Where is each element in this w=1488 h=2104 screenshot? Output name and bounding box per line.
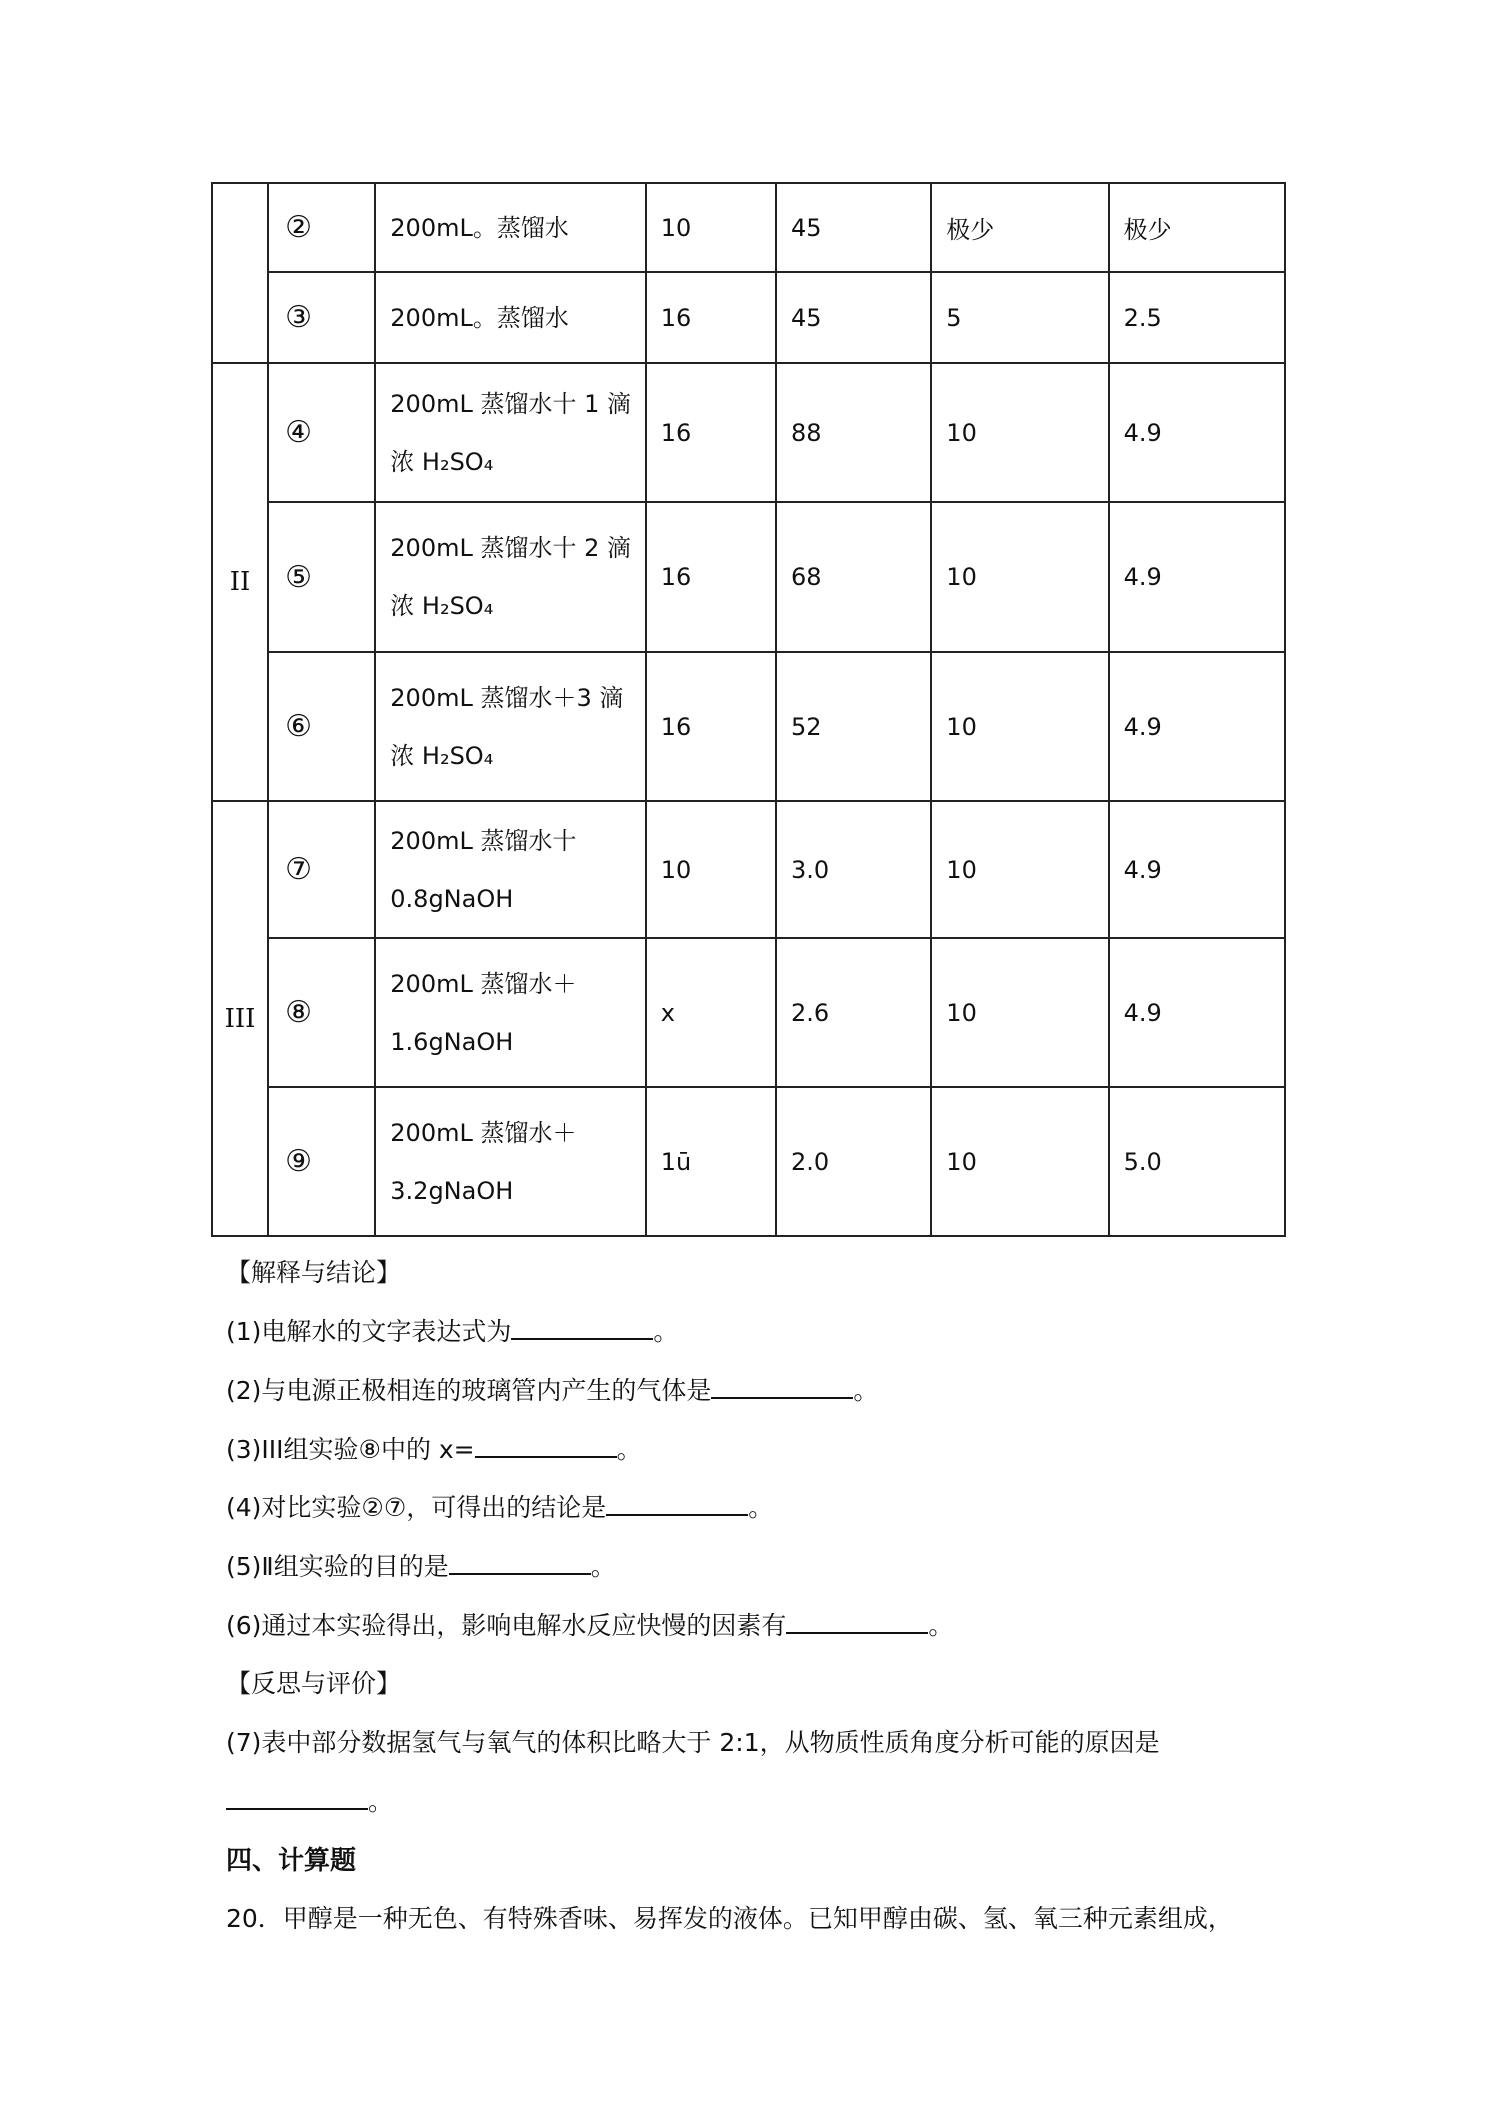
value-cell: 2.0 [776, 1087, 931, 1236]
table-row [212, 652, 1285, 801]
experiment-number: ⑥ [268, 652, 375, 801]
value-cell: 88 [776, 363, 931, 502]
question-7: (7)表中部分数据氢气与氧气的体积比略大于 2:1，从物质性质角度分析可能的原因是 [226, 1728, 1160, 1757]
answer-blank[interactable] [511, 1316, 653, 1340]
value-cell: 10 [931, 1087, 1108, 1236]
solution-cell: 200mL 蒸馏水＋ 1.6gNaOH [375, 938, 646, 1087]
answer-blank[interactable] [606, 1492, 748, 1516]
value-cell: 10 [931, 652, 1108, 801]
solution-cell: 200mL 蒸馏水十 2 滴 浓 H₂SO₄ [375, 502, 646, 652]
value-cell: 5.0 [1109, 1087, 1285, 1236]
value-cell: 极少 [1109, 183, 1285, 272]
value-cell: 4.9 [1109, 363, 1285, 502]
question-7-answer-line: 。 [226, 1784, 393, 1820]
group-cell [212, 183, 268, 363]
solution-cell: 200mL。蒸馏水 [375, 272, 646, 363]
experiment-number: ② [268, 183, 375, 272]
experiment-number: ⑧ [268, 938, 375, 1087]
question-2: (2)与电源正极相连的玻璃管内产生的气体是 。 [226, 1376, 879, 1405]
value-cell: 16 [646, 502, 776, 652]
solution-cell: 200mL 蒸馏水＋3 滴 浓 H₂SO₄ [375, 652, 646, 801]
section-heading-calculation: 四、计算题 [226, 1846, 357, 1876]
solution-cell: 200mL。蒸馏水 [375, 183, 646, 272]
experiment-number: ⑨ [268, 1087, 375, 1236]
solution-cell: 200mL 蒸馏水＋ 3.2gNaOH [375, 1087, 646, 1236]
value-cell: 16 [646, 652, 776, 801]
question-20: 20．甲醇是一种无色、有特殊香味、易挥发的液体。已知甲醇由碳、氢、氧三种元素组成， [226, 1904, 1233, 1933]
answer-blank[interactable] [711, 1375, 853, 1399]
experiment-table [211, 182, 1286, 1237]
value-cell: 1ū [646, 1087, 776, 1236]
answer-blank[interactable] [226, 1786, 368, 1810]
value-cell: 4.9 [1109, 801, 1285, 938]
solution-cell: 200mL 蒸馏水十 1 滴 浓 H₂SO₄ [375, 363, 646, 502]
experiment-number: ⑤ [268, 502, 375, 652]
group-label: II [212, 363, 268, 801]
value-cell: 10 [931, 801, 1108, 938]
table-row [212, 502, 1285, 652]
value-cell: 16 [646, 272, 776, 363]
question-4: (4)对比实验②⑦，可得出的结论是 。 [226, 1493, 774, 1522]
table-row [212, 272, 1285, 363]
value-cell: 45 [776, 272, 931, 363]
question-3: (3)III组实验⑧中的 x= 。 [226, 1435, 642, 1464]
table-row [212, 363, 1285, 502]
table-row [212, 801, 1285, 938]
answer-blank[interactable] [475, 1434, 617, 1458]
section-heading-conclusion: 【解释与结论】 [226, 1258, 402, 1287]
question-6: (6)通过本实验得出，影响电解水反应快慢的因素有 。 [226, 1611, 954, 1640]
solution-cell: 200mL 蒸馏水十 0.8gNaOH [375, 801, 646, 938]
experiment-number: ④ [268, 363, 375, 502]
value-cell: 3.0 [776, 801, 931, 938]
value-cell: 10 [646, 801, 776, 938]
table-row [212, 1087, 1285, 1236]
section-heading-reflection: 【反思与评价】 [226, 1669, 402, 1698]
experiment-number: ③ [268, 272, 375, 363]
answer-blank[interactable] [449, 1551, 591, 1575]
value-cell: 4.9 [1109, 938, 1285, 1087]
value-cell: x [646, 938, 776, 1087]
value-cell: 10 [931, 938, 1108, 1087]
value-cell: 极少 [931, 183, 1108, 272]
value-cell: 10 [931, 363, 1108, 502]
value-cell: 4.9 [1109, 502, 1285, 652]
table-row [212, 938, 1285, 1087]
value-cell: 10 [646, 183, 776, 272]
value-cell: 10 [931, 502, 1108, 652]
question-1: (1)电解水的文字表达式为 。 [226, 1317, 679, 1346]
value-cell: 16 [646, 363, 776, 502]
question-5: (5)Ⅱ组实验的目的是 。 [226, 1552, 616, 1581]
value-cell: 2.5 [1109, 272, 1285, 363]
value-cell: 2.6 [776, 938, 931, 1087]
experiment-number: ⑦ [268, 801, 375, 938]
value-cell: 5 [931, 272, 1108, 363]
value-cell: 68 [776, 502, 931, 652]
answer-blank[interactable] [786, 1610, 928, 1634]
value-cell: 45 [776, 183, 931, 272]
value-cell: 52 [776, 652, 931, 801]
value-cell: 4.9 [1109, 652, 1285, 801]
table-row [212, 183, 1285, 272]
group-label: III [212, 801, 268, 1236]
